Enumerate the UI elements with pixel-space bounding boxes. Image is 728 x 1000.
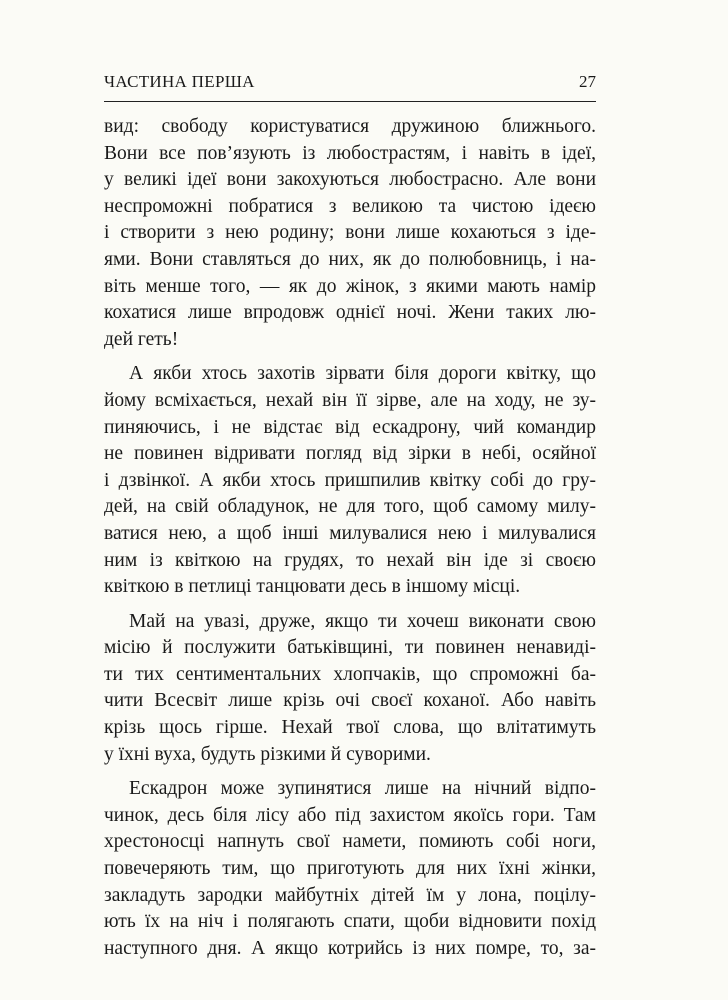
header-rule [104, 101, 596, 102]
paragraph-1 [104, 114, 596, 353]
text-line: А якби хтось захотів зірвати біля дороги квітку, що [129, 363, 596, 385]
text-line: чинок, десь біля лісу або під захистом якоїсь гори. Там [104, 804, 596, 826]
page-number: 27 [579, 72, 596, 91]
text-line: і дзвінкої. А якби хтось пришпилив квітку собі до гру- [104, 469, 596, 491]
text-line: у великі ідеї вони закохуються любострасно. Але вони [104, 169, 596, 191]
text-line: і створити з нею родину; вони лише кохаються з іде- [104, 222, 596, 244]
text-line: ним із квіткою на грудях, то нехай він іде зі своєю [104, 549, 596, 571]
body-text [104, 114, 596, 970]
text-line: наступного дня. А якщо котрийсь із них помре, то, за- [104, 937, 596, 959]
text-line: дей, на свій обладунок, не для того, щоб самому милу- [104, 496, 596, 518]
text-line: Май на увазі, друже, якщо ти хочеш виконати свою [129, 610, 596, 632]
text-line: йому всміхається, нехай він її зірве, але на ходу, не зу- [104, 389, 596, 411]
text-line: ють їх на ніч і полягають спати, щоби відновити похід [104, 911, 596, 933]
text-line: закладуть зародки майбутніх дітей їм у лона, поцілу- [104, 884, 596, 906]
text-line: Ескадрон може зупинятися лише на нічний відпо- [129, 778, 596, 800]
text-line: крізь щось гірше. Нехай твої слова, що влітатимуть [104, 717, 596, 739]
page-header [104, 70, 596, 100]
text-line: дей геть! [104, 328, 179, 350]
text-line: кохатися лише впродовж однієї ночі. Жени таких лю- [104, 302, 596, 324]
text-line: чити Всесвіт лише крізь очі своєї коханої. Або навіть [104, 690, 596, 712]
paragraph-3 [104, 609, 596, 769]
running-title: ЧАСТИНА ПЕРША [104, 72, 255, 91]
text-line: у їхні вуха, будуть різкими й суворими. [104, 743, 431, 765]
text-line: хрестоносці напнуть свої намети, помиють собі ноги, [104, 831, 596, 853]
paragraph-2 [104, 361, 596, 600]
text-line: ватися нею, а щоб інші милувалися нею і милувалися [104, 522, 596, 544]
text-line: квіткою в петлиці танцювати десь в іншому місці. [104, 576, 521, 598]
text-line: не повинен відривати погляд від зірки в небі, осяйної [104, 443, 596, 465]
paragraph-4 [104, 776, 596, 962]
text-line: ти тих сентиментальних хлопчаків, що спроможні ба- [104, 663, 596, 685]
text-line: Вони все пов’язують із любострастям, і навіть в ідеї, [104, 142, 596, 164]
text-line: неспроможні побратися з великою та чистою ідеєю [104, 195, 596, 217]
text-line: пиняючись, і не відстає від ескадрону, чий командир [104, 416, 596, 438]
text-line: місію й послужити батьківщині, ти повинен ненавиді- [104, 637, 596, 659]
text-line: ями. Вони ставляться до них, як до полюбовниць, і на- [104, 248, 596, 270]
text-line: вид: свободу користуватися дружиною ближнього. [104, 116, 596, 137]
text-line: віть менше того, — як до жінок, з якими мають намір [104, 275, 596, 297]
text-line: повечеряють тим, що приготують для них їхні жінки, [104, 858, 596, 880]
